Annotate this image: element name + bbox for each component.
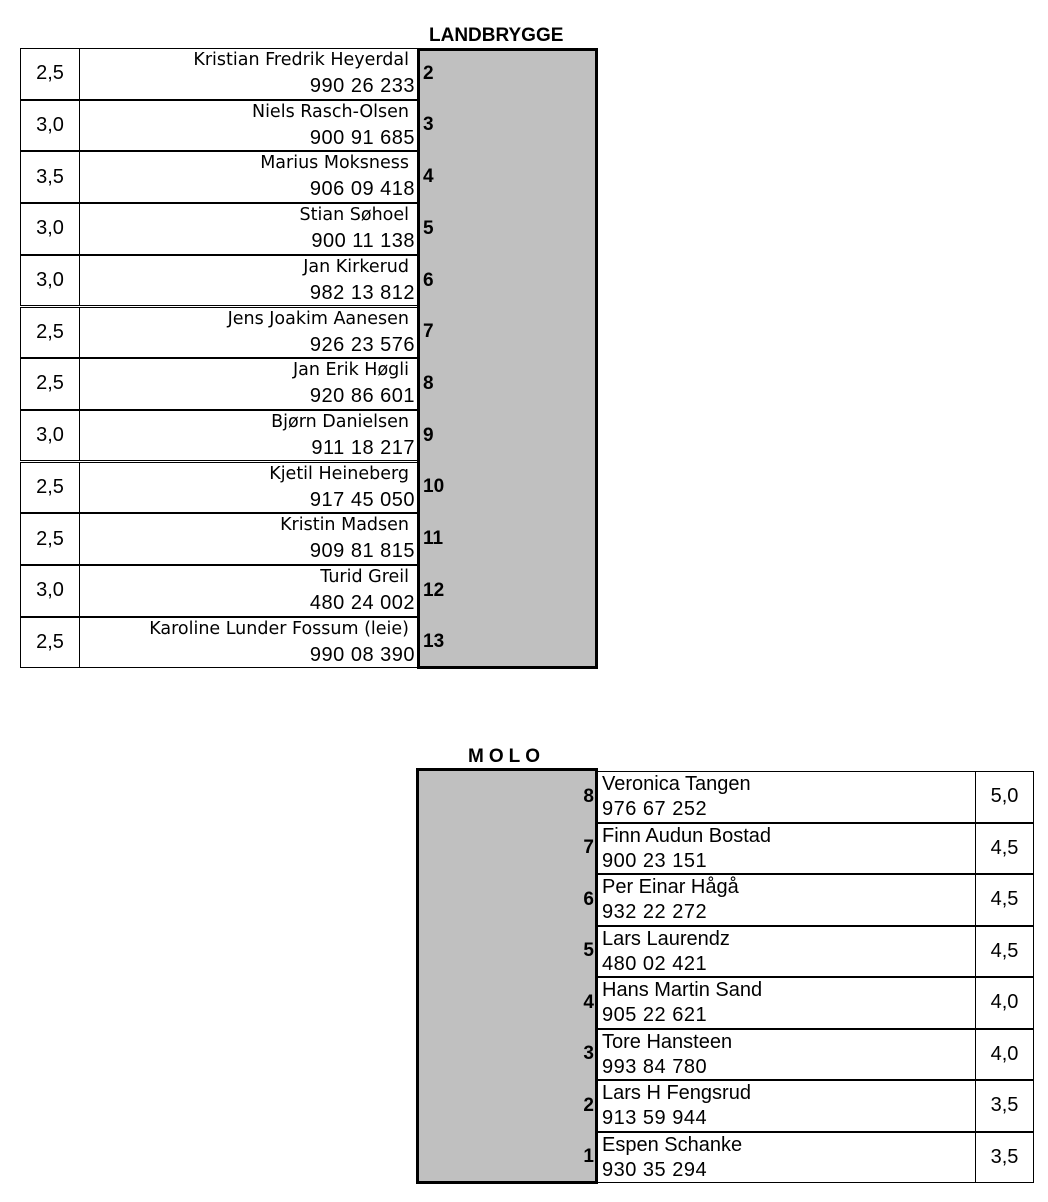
owner-cell	[79, 203, 419, 255]
owner-phone: 917 45 050	[309, 488, 415, 511]
landbrygge-row	[20, 617, 598, 669]
owner-cell	[79, 617, 419, 669]
berth-number: 6	[423, 269, 434, 291]
owner-phone: 905 22 621	[602, 1004, 708, 1026]
owner-cell	[79, 307, 419, 359]
owner-name: Kristin Madsen	[280, 515, 409, 536]
owner-phone: 909 81 815	[309, 540, 415, 563]
owner-name: Marius Moksness	[260, 153, 409, 174]
owner-cell	[79, 410, 419, 462]
landbrygge-row	[20, 410, 598, 462]
molo-row	[416, 874, 1034, 926]
boat-size: 3,0	[20, 203, 79, 255]
owner-name: Jens Joakim Aanesen	[227, 308, 409, 329]
berth-number: 13	[423, 631, 445, 653]
owner-cell	[79, 48, 419, 100]
boat-size: 3,0	[20, 100, 79, 152]
landbrygge-row	[20, 462, 598, 514]
molo-row	[416, 1080, 1034, 1132]
owner-phone: 920 86 601	[309, 385, 415, 408]
owner-phone: 990 26 233	[309, 75, 415, 97]
owner-cell	[79, 358, 419, 410]
owner-phone: 993 84 780	[602, 1055, 708, 1078]
owner-phone: 480 02 421	[602, 952, 708, 975]
landbrygge-row	[20, 358, 598, 410]
owner-name: Lars H Fengsrud	[602, 1082, 751, 1104]
boat-size: 4,0	[976, 977, 1034, 1029]
boat-size: 3,0	[20, 255, 79, 307]
boat-size: 4,5	[976, 823, 1034, 875]
berth-number: 6	[583, 888, 594, 910]
molo-row	[416, 977, 1034, 1029]
owner-name: Finn Audun Bostad	[602, 824, 772, 847]
owner-name: Hans Martin Sand	[602, 979, 763, 1001]
boat-size: 4,5	[976, 926, 1034, 978]
berth-number: 8	[583, 785, 594, 807]
landbrygge-row	[20, 151, 598, 203]
owner-cell	[598, 874, 976, 926]
owner-phone: 930 35 294	[602, 1158, 708, 1181]
owner-phone: 900 23 151	[602, 849, 708, 872]
landbrygge-row	[20, 307, 598, 359]
berth-number: 12	[423, 579, 445, 601]
molo-title: MOLO	[468, 746, 545, 767]
landbrygge-row	[20, 513, 598, 565]
owner-name: Bjørn Danielsen	[271, 411, 409, 432]
owner-phone: 480 24 002	[309, 592, 415, 614]
berth-number: 7	[423, 321, 434, 343]
berth-number: 4	[583, 991, 594, 1013]
boat-size: 3,5	[976, 1132, 1034, 1184]
boat-size: 2,5	[20, 513, 79, 565]
owner-phone: 982 13 812	[309, 281, 415, 304]
boat-size: 3,5	[976, 1080, 1034, 1132]
owner-name: Stian Søhoel	[299, 205, 409, 226]
owner-cell	[79, 100, 419, 152]
molo-row	[416, 1132, 1034, 1184]
owner-name: Kjetil Heineberg	[269, 463, 409, 484]
boat-size: 3,0	[20, 565, 79, 617]
owner-phone: 900 11 138	[311, 230, 415, 253]
owner-name: Turid Greil	[320, 567, 409, 587]
berth-number: 5	[423, 217, 434, 239]
owner-name: Kristian Fredrik Heyerdal	[193, 50, 409, 70]
owner-name: Jan Erik Høgli	[292, 360, 409, 381]
berth-number: 2	[423, 62, 434, 84]
owner-cell	[598, 771, 976, 823]
landbrygge-title: LANDBRYGGE	[429, 25, 564, 46]
owner-name: Espen Schanke	[602, 1133, 743, 1156]
berth-number: 5	[583, 940, 594, 962]
molo-row	[416, 1029, 1034, 1081]
boat-size: 5,0	[976, 771, 1034, 823]
owner-cell	[598, 1029, 976, 1081]
berth-number: 10	[423, 476, 445, 498]
owner-name: Jan Kirkerud	[303, 256, 409, 277]
owner-cell	[79, 255, 419, 307]
boat-size: 4,5	[976, 874, 1034, 926]
owner-name: Niels Rasch-Olsen	[251, 101, 409, 122]
owner-phone: 900 91 685	[309, 126, 415, 149]
owner-cell	[79, 565, 419, 617]
boat-size: 4,0	[976, 1029, 1034, 1081]
boat-size: 3,0	[20, 410, 79, 462]
landbrygge-row	[20, 255, 598, 307]
owner-phone: 913 59 944	[602, 1107, 708, 1129]
owner-cell	[79, 462, 419, 514]
berth-number: 1	[583, 1146, 594, 1168]
boat-size: 2,5	[20, 617, 79, 669]
owner-cell	[598, 823, 976, 875]
owner-phone: 990 08 390	[309, 643, 415, 666]
owner-phone: 906 09 418	[309, 178, 415, 201]
boat-size: 2,5	[20, 48, 79, 100]
owner-name: Lars Laurendz	[602, 927, 730, 950]
berth-number: 3	[583, 1043, 594, 1065]
boat-size: 2,5	[20, 358, 79, 410]
owner-phone: 932 22 272	[602, 901, 708, 923]
landbrygge-row	[20, 48, 598, 100]
owner-name: Karoline Lunder Fossum (leie)	[149, 618, 409, 639]
boat-size: 3,5	[20, 151, 79, 203]
boat-size: 2,5	[20, 462, 79, 514]
landbrygge-row	[20, 100, 598, 152]
molo-row	[416, 771, 1034, 823]
berth-number: 9	[423, 424, 434, 446]
berth-number: 11	[423, 528, 444, 550]
owner-cell	[79, 151, 419, 203]
molo-row	[416, 823, 1034, 875]
berth-number: 3	[423, 114, 434, 136]
owner-name: Per Einar Hågå	[602, 876, 739, 898]
owner-cell	[79, 513, 419, 565]
owner-cell	[598, 977, 976, 1029]
owner-cell	[598, 926, 976, 978]
owner-cell	[598, 1132, 976, 1184]
owner-phone: 976 67 252	[602, 798, 708, 820]
owner-cell	[598, 1080, 976, 1132]
owner-name: Tore Hansteen	[602, 1030, 733, 1053]
owner-name: Veronica Tangen	[602, 773, 751, 795]
berth-number: 7	[583, 837, 594, 859]
berth-number: 2	[583, 1094, 594, 1116]
berth-number: 4	[423, 166, 434, 188]
landbrygge-row	[20, 565, 598, 617]
landbrygge-row	[20, 203, 598, 255]
berth-number: 8	[423, 372, 434, 394]
boat-size: 2,5	[20, 307, 79, 359]
molo-row	[416, 926, 1034, 978]
owner-phone: 926 23 576	[309, 333, 415, 356]
owner-phone: 911 18 217	[311, 436, 415, 459]
